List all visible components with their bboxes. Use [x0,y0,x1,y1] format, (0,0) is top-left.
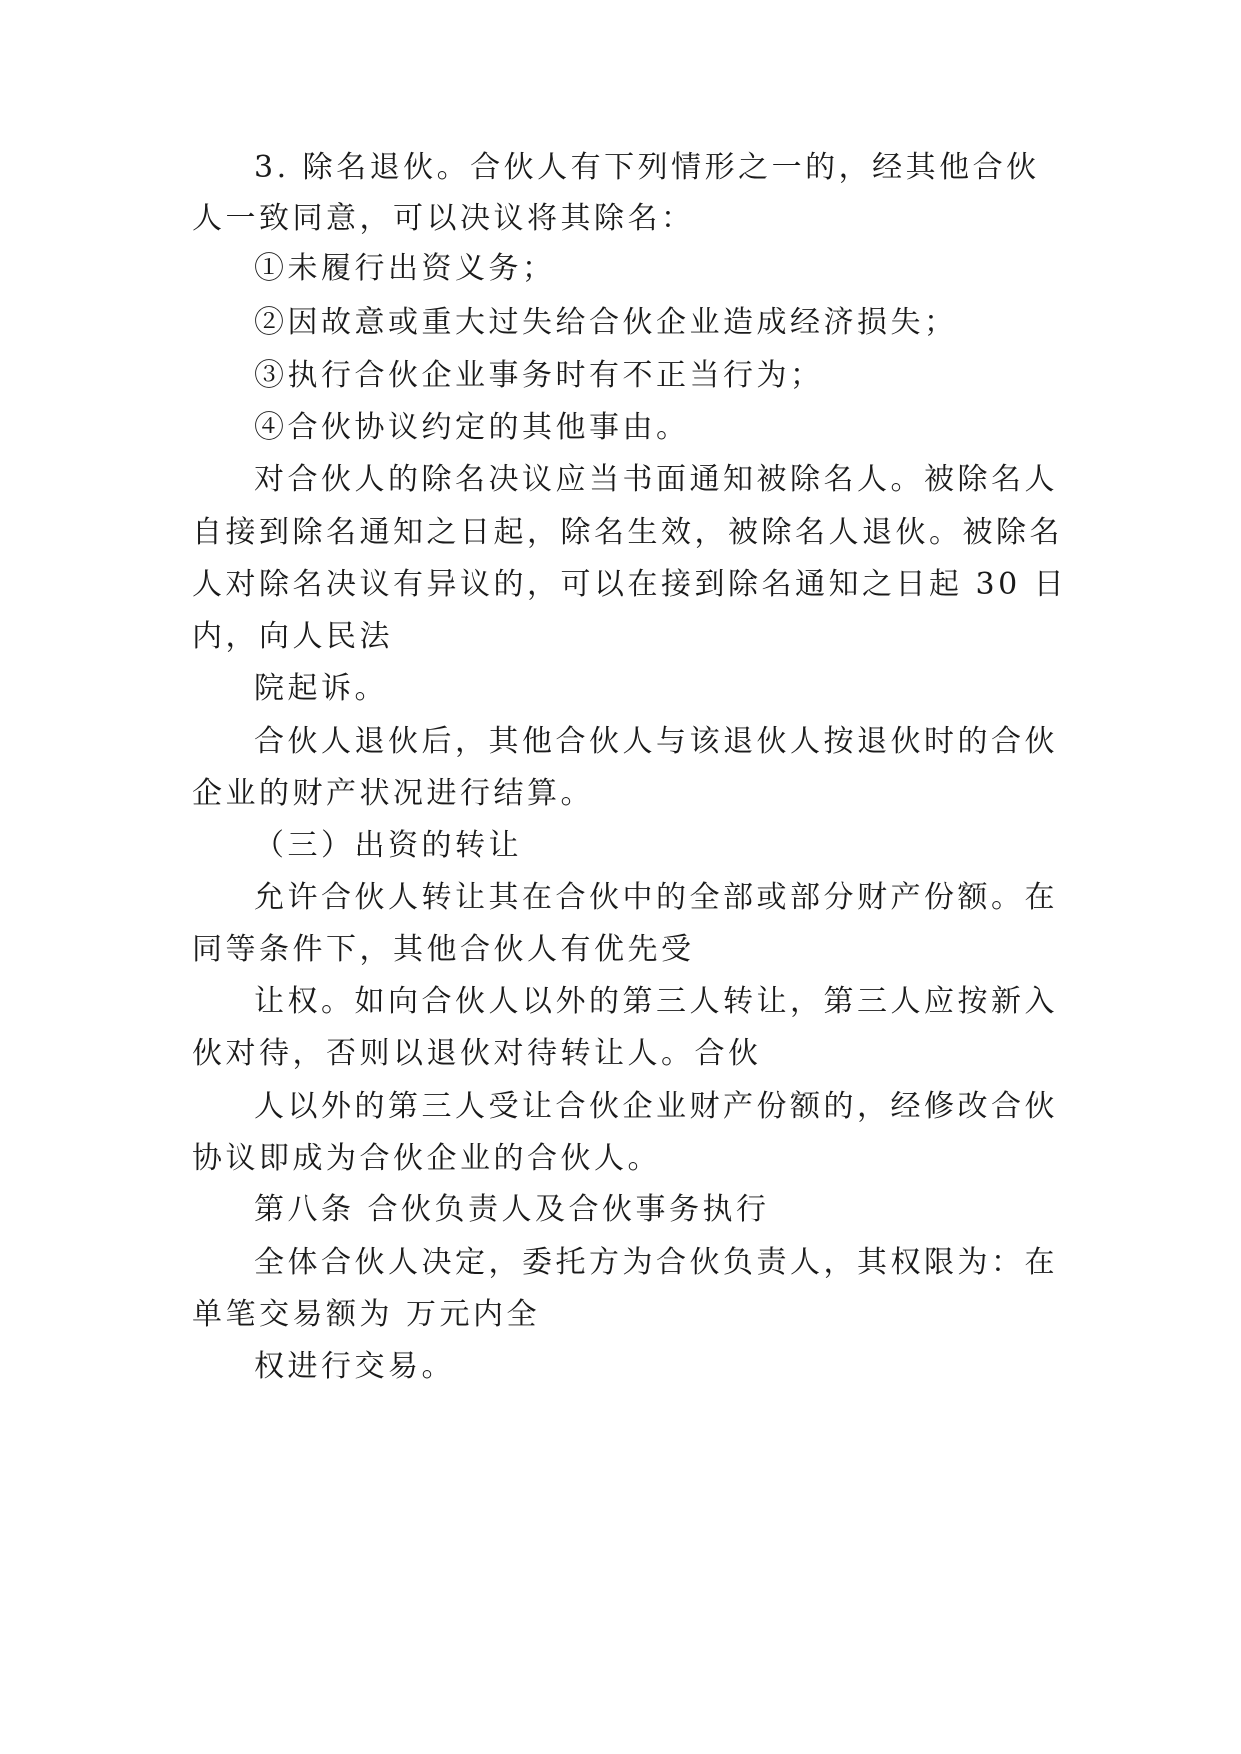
section-heading: （三）出资的转让 [254,828,522,863]
paragraph-line: 同等条件下，其他合伙人有优先受 [192,932,695,967]
paragraph-line: 自接到除名通知之日起，除名生效，被除名人退伙。被除名 [192,515,1063,550]
paragraph-line: 让权。如向合伙人以外的第三人转让，第三人应按新入 [254,984,1058,1019]
article-heading: 第八条 合伙负责人及合伙事务执行 [254,1192,770,1227]
paragraph-line: 人以外的第三人受让合伙企业财产份额的，经修改合伙 [254,1089,1058,1124]
paragraph-line: 人对除名决议有异议的，可以在接到除名通知之日起 30 日 [192,567,1068,602]
paragraph-line: 单笔交易额为 万元内全 [192,1297,541,1332]
paragraph-line: 对合伙人的除名决议应当书面通知被除名人。被除名人 [254,462,1058,497]
paragraph-line: 权进行交易。 [254,1349,455,1384]
list-item: ①未履行出资义务； [254,251,556,286]
paragraph-line: 合伙人退伙后，其他合伙人与该退伙人按退伙时的合伙 [254,724,1058,759]
paragraph-line: 内，向人民法 [192,619,393,654]
list-item: ④合伙协议约定的其他事由。 [254,410,690,445]
paragraph-line: 院起诉。 [254,671,388,706]
list-item: ②因故意或重大过失给合伙企业造成经济损失； [254,305,958,340]
list-item: ③执行合伙企业事务时有不正当行为； [254,358,824,393]
paragraph-line: 协议即成为合伙企业的合伙人。 [192,1141,661,1176]
paragraph-line: 伙对待，否则以退伙对待转让人。合伙 [192,1036,762,1071]
paragraph-line: 3. 除名退伙。合伙人有下列情形之一的，经其他合伙 [254,150,1040,185]
paragraph-line: 人一致同意，可以决议将其除名： [192,201,695,236]
paragraph-line: 企业的财产状况进行结算。 [192,776,594,811]
paragraph-line: 全体合伙人决定，委托方为合伙负责人，其权限为：在 [254,1245,1058,1280]
paragraph-line: 允许合伙人转让其在合伙中的全部或部分财产份额。在 [254,880,1058,915]
